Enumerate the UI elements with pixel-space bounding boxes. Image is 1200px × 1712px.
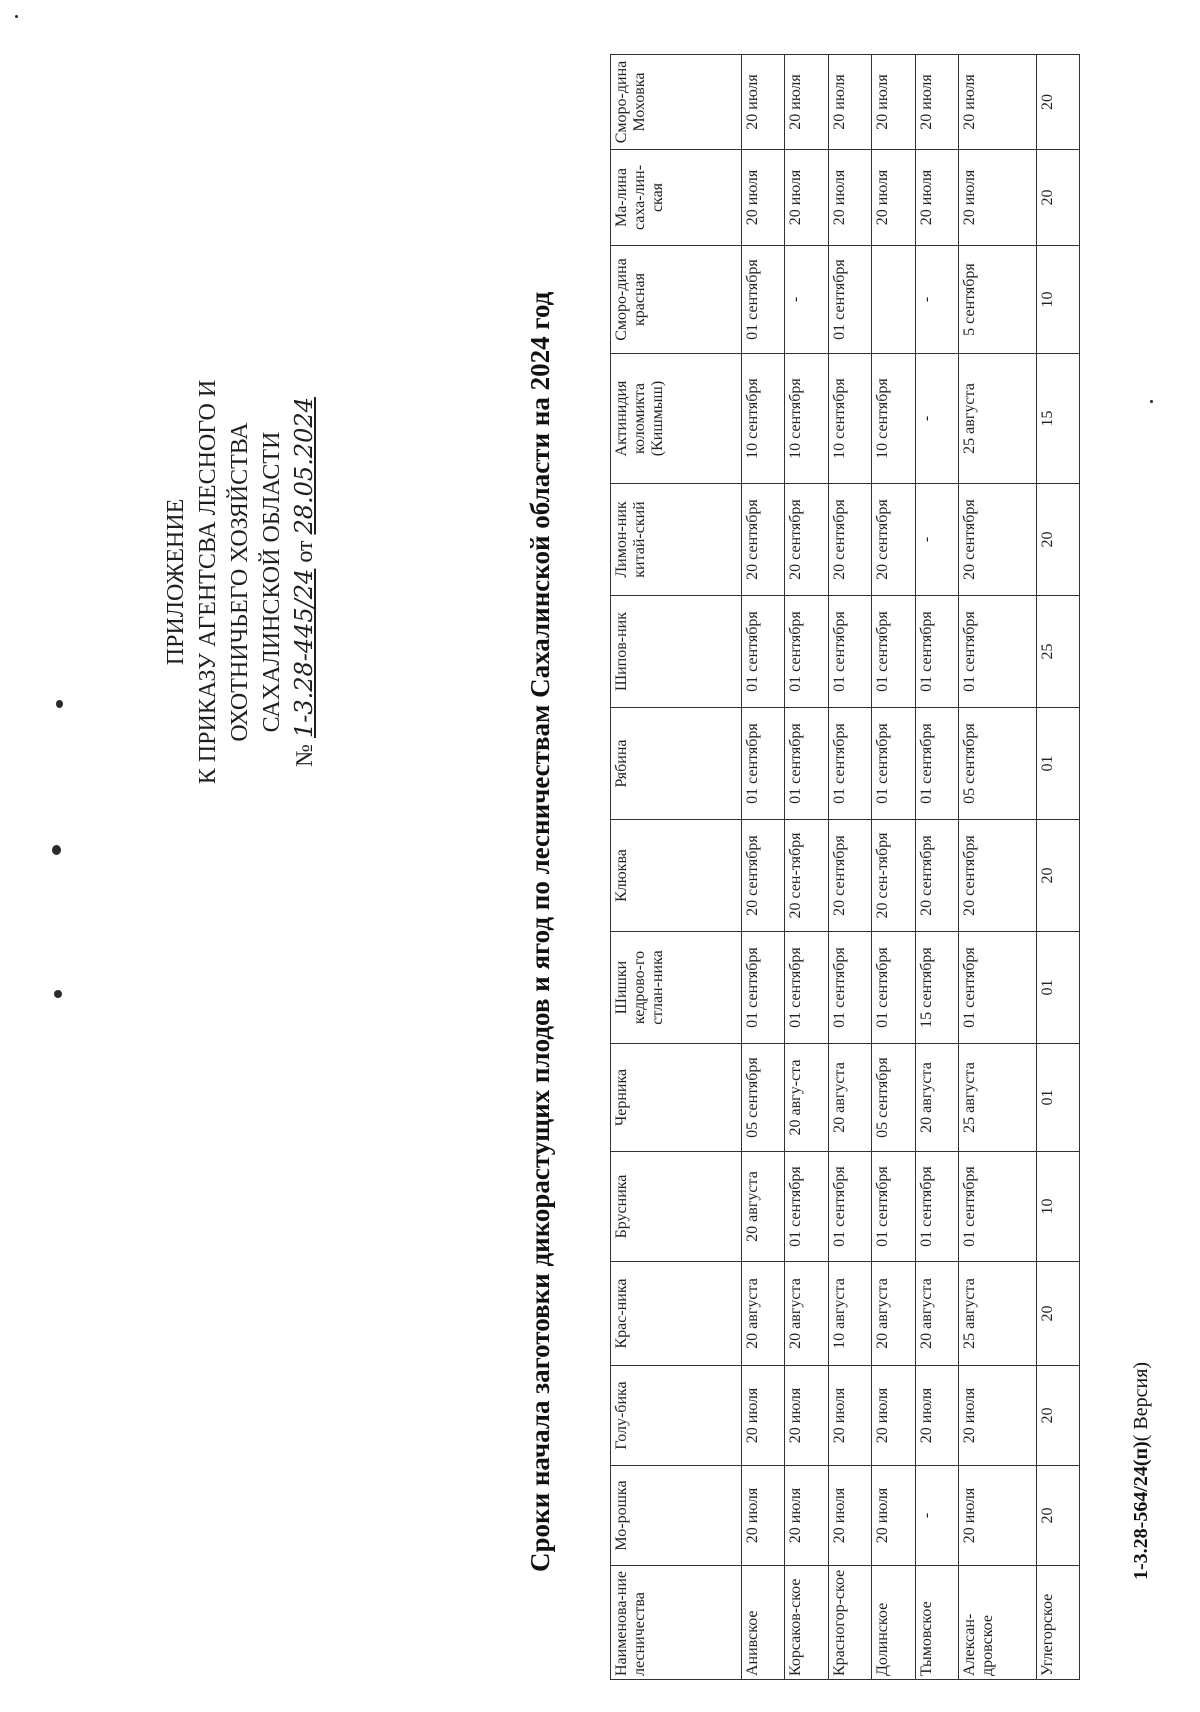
scan-speck [1150,400,1153,403]
column-header: Шишки кедрово-го стлан-ника [611,932,742,1044]
date-cell: 20 августа [742,1262,785,1366]
date-cell: 20 июля [742,1466,785,1566]
date-cell: 25 августа [959,1262,1036,1366]
date-cell: 20 июля [915,55,958,150]
date-cell: 05 сентября [742,1044,785,1152]
date-cell: 05 сентября [959,708,1036,820]
date-cell: 01 сентября [785,596,828,708]
date-cell: 25 [1036,596,1079,708]
column-header: Голу-бика [611,1366,742,1466]
date-cell: 20 [1036,150,1079,246]
date-cell: 20 июля [828,150,871,246]
table-row [1036,55,1079,1680]
date-cell: 01 сентября [828,708,871,820]
table-row [742,55,785,1680]
date-cell: 01 сентября [915,596,958,708]
date-cell: 01 сентября [828,1152,871,1262]
column-header: Актинидия коломикта (Кишмыш) [611,354,742,484]
date-cell: 01 сентября [828,246,871,354]
column-header: Сморо-дина красная [611,246,742,354]
appendix-label: ПРИЛОЖЕНИЕ [163,498,189,666]
order-line-1: К ПРИКАЗУ АГЕНТСВА ЛЕСНОГО И [195,379,221,785]
date-cell: 05 сентября [872,1044,915,1152]
date-cell: 15 [1036,354,1079,484]
date-cell: - [915,484,958,596]
forestry-name-cell: Углегорское [1036,1566,1079,1680]
date-cell: 20 июля [915,1366,958,1466]
scan-speck [56,700,63,708]
date-cell: 01 сентября [872,708,915,820]
date-cell: 01 сентября [959,596,1036,708]
date-cell: 20 июля [828,1366,871,1466]
column-header: Ма-лина саха-лин-ская [611,150,742,246]
date-cell: 20 июля [785,1466,828,1566]
date-cell: 15 сентября [915,932,958,1044]
date-cell: - [915,246,958,354]
date-cell: 01 сентября [959,932,1036,1044]
date-cell: - [785,246,828,354]
date-cell: 20 августа [828,1044,871,1152]
appendix-header [160,282,321,882]
date-cell: 01 сентября [915,1152,958,1262]
date-cell: 20 сентября [742,484,785,596]
table-row [959,55,1036,1680]
column-header: Мо-рошка [611,1466,742,1566]
date-cell: 01 сентября [785,932,828,1044]
table-row [872,55,915,1680]
date-cell: 01 сентября [742,932,785,1044]
date-cell: 20 авгу-ста [785,1044,828,1152]
date-cell: 20 [1036,484,1079,596]
date-cell: 20 сентября [828,484,871,596]
forestry-name-cell: Корсаков-ское [785,1566,828,1680]
date-cell: 20 сентября [742,820,785,932]
document-title: Сроки начала заготовки дикорастущих плодов и ягод по лесничествам Сахалинской области на 2024 год [525,291,555,1572]
date-cell: 20 июля [785,150,828,246]
date-cell [872,246,915,354]
date-cell: 10 сентября [872,354,915,484]
table-row [785,55,828,1680]
footer-code: 1-3.28-564/24(п) [1130,1441,1152,1580]
date-cell: 25 августа [959,1044,1036,1152]
date-cell: 10 [1036,1152,1079,1262]
date-cell: 20 июля [959,1466,1036,1566]
footer-version: ( Версия) [1130,1361,1152,1442]
date-cell: 01 сентября [785,708,828,820]
date-cell: 01 сентября [915,708,958,820]
date-cell: 20 июля [742,1366,785,1466]
date-cell: 01 [1036,708,1079,820]
column-header: Рябина [611,708,742,820]
order-line-3: САХАЛИНСКОЙ ОБЛАСТИ [259,431,285,733]
date-cell: 20 сентября [959,820,1036,932]
date-cell: 20 июля [785,55,828,150]
date-cell: 20 сентября [959,484,1036,596]
date-cell: 01 сентября [742,708,785,820]
date-cell: 20 сентября [872,484,915,596]
date-cell: 20 июля [959,1366,1036,1466]
date-cell: 20 июля [828,55,871,150]
order-date: 28.05.2024 [290,397,318,535]
scan-speck [52,845,61,855]
date-cell: 01 [1036,1044,1079,1152]
date-cell: 20 августа [915,1262,958,1366]
date-cell: 10 сентября [785,354,828,484]
date-cell: 20 июля [872,1366,915,1466]
forestry-name-cell: Алексан-дровское [959,1566,1036,1680]
from-label: от [292,540,318,563]
table-row [828,55,871,1680]
harvest-schedule-table [610,54,1080,1680]
date-cell: 01 сентября [828,596,871,708]
date-cell: 20 [1036,820,1079,932]
date-cell: 01 сентября [872,1152,915,1262]
date-cell: 01 сентября [785,1152,828,1262]
date-cell: 20 июля [959,55,1036,150]
forestry-name-cell: Долинское [872,1566,915,1680]
date-cell: 5 сентября [959,246,1036,354]
column-header: Клюква [611,820,742,932]
date-cell: 20 [1036,55,1079,150]
number-label: № [292,744,318,767]
date-cell: 20 июля [828,1466,871,1566]
forestry-name-cell: Красногор-ское [828,1566,871,1680]
date-cell: 20 августа [742,1152,785,1262]
order-number-line [288,282,321,882]
date-cell: 20 сентября [915,820,958,932]
table-row [915,55,958,1680]
date-cell: 20 сен-тября [872,820,915,932]
column-header: Лимон-ник китай-ский [611,484,742,596]
date-cell: 20 июля [872,55,915,150]
forestry-name-cell: Тымовское [915,1566,958,1680]
date-cell: 01 [1036,932,1079,1044]
date-cell: 20 июля [872,150,915,246]
order-number: 1-3.28-445/24 [290,568,318,739]
date-cell: - [915,354,958,484]
order-line-2: ОХОТНИЧЬЕГО ХОЗЯЙСТВА [227,422,253,742]
date-cell: 01 сентября [742,596,785,708]
date-cell: 20 сентября [785,484,828,596]
date-cell: 10 сентября [828,354,871,484]
table-header-row [611,55,742,1680]
date-cell: 10 сентября [742,354,785,484]
date-cell: 20 июля [959,150,1036,246]
date-cell: 20 августа [785,1262,828,1366]
date-cell: 20 [1036,1466,1079,1566]
date-cell: 01 сентября [828,932,871,1044]
scan-speck [15,15,18,18]
date-cell: 20 июля [742,150,785,246]
date-cell: 20 июля [742,55,785,150]
date-cell: 01 сентября [959,1152,1036,1262]
date-cell: 20 июля [785,1366,828,1466]
date-cell: 20 [1036,1366,1079,1466]
date-cell: 10 [1036,246,1079,354]
column-header: Черника [611,1044,742,1152]
scan-speck [54,990,62,998]
column-header: Крас-ника [611,1262,742,1366]
column-header: Сморо-дина Моховка [611,55,742,150]
date-cell: - [915,1466,958,1566]
date-cell: 01 сентября [872,596,915,708]
date-cell: 20 августа [915,1044,958,1152]
date-cell: 20 июля [915,150,958,246]
date-cell: 25 августа [959,354,1036,484]
date-cell: 20 августа [872,1262,915,1366]
date-cell: 20 [1036,1262,1079,1366]
date-cell: 01 сентября [742,246,785,354]
document-footer [1130,1362,1153,1580]
column-header: Брусника [611,1152,742,1262]
column-header: Шипов-ник [611,596,742,708]
date-cell: 20 сентября [828,820,871,932]
date-cell: 10 августа [828,1262,871,1366]
date-cell: 20 июля [872,1466,915,1566]
forestry-name-cell: Анивское [742,1566,785,1680]
date-cell: 01 сентября [872,932,915,1044]
column-header-forestry: Наименова-ние лесничества [611,1566,742,1680]
date-cell: 20 сен-тября [785,820,828,932]
